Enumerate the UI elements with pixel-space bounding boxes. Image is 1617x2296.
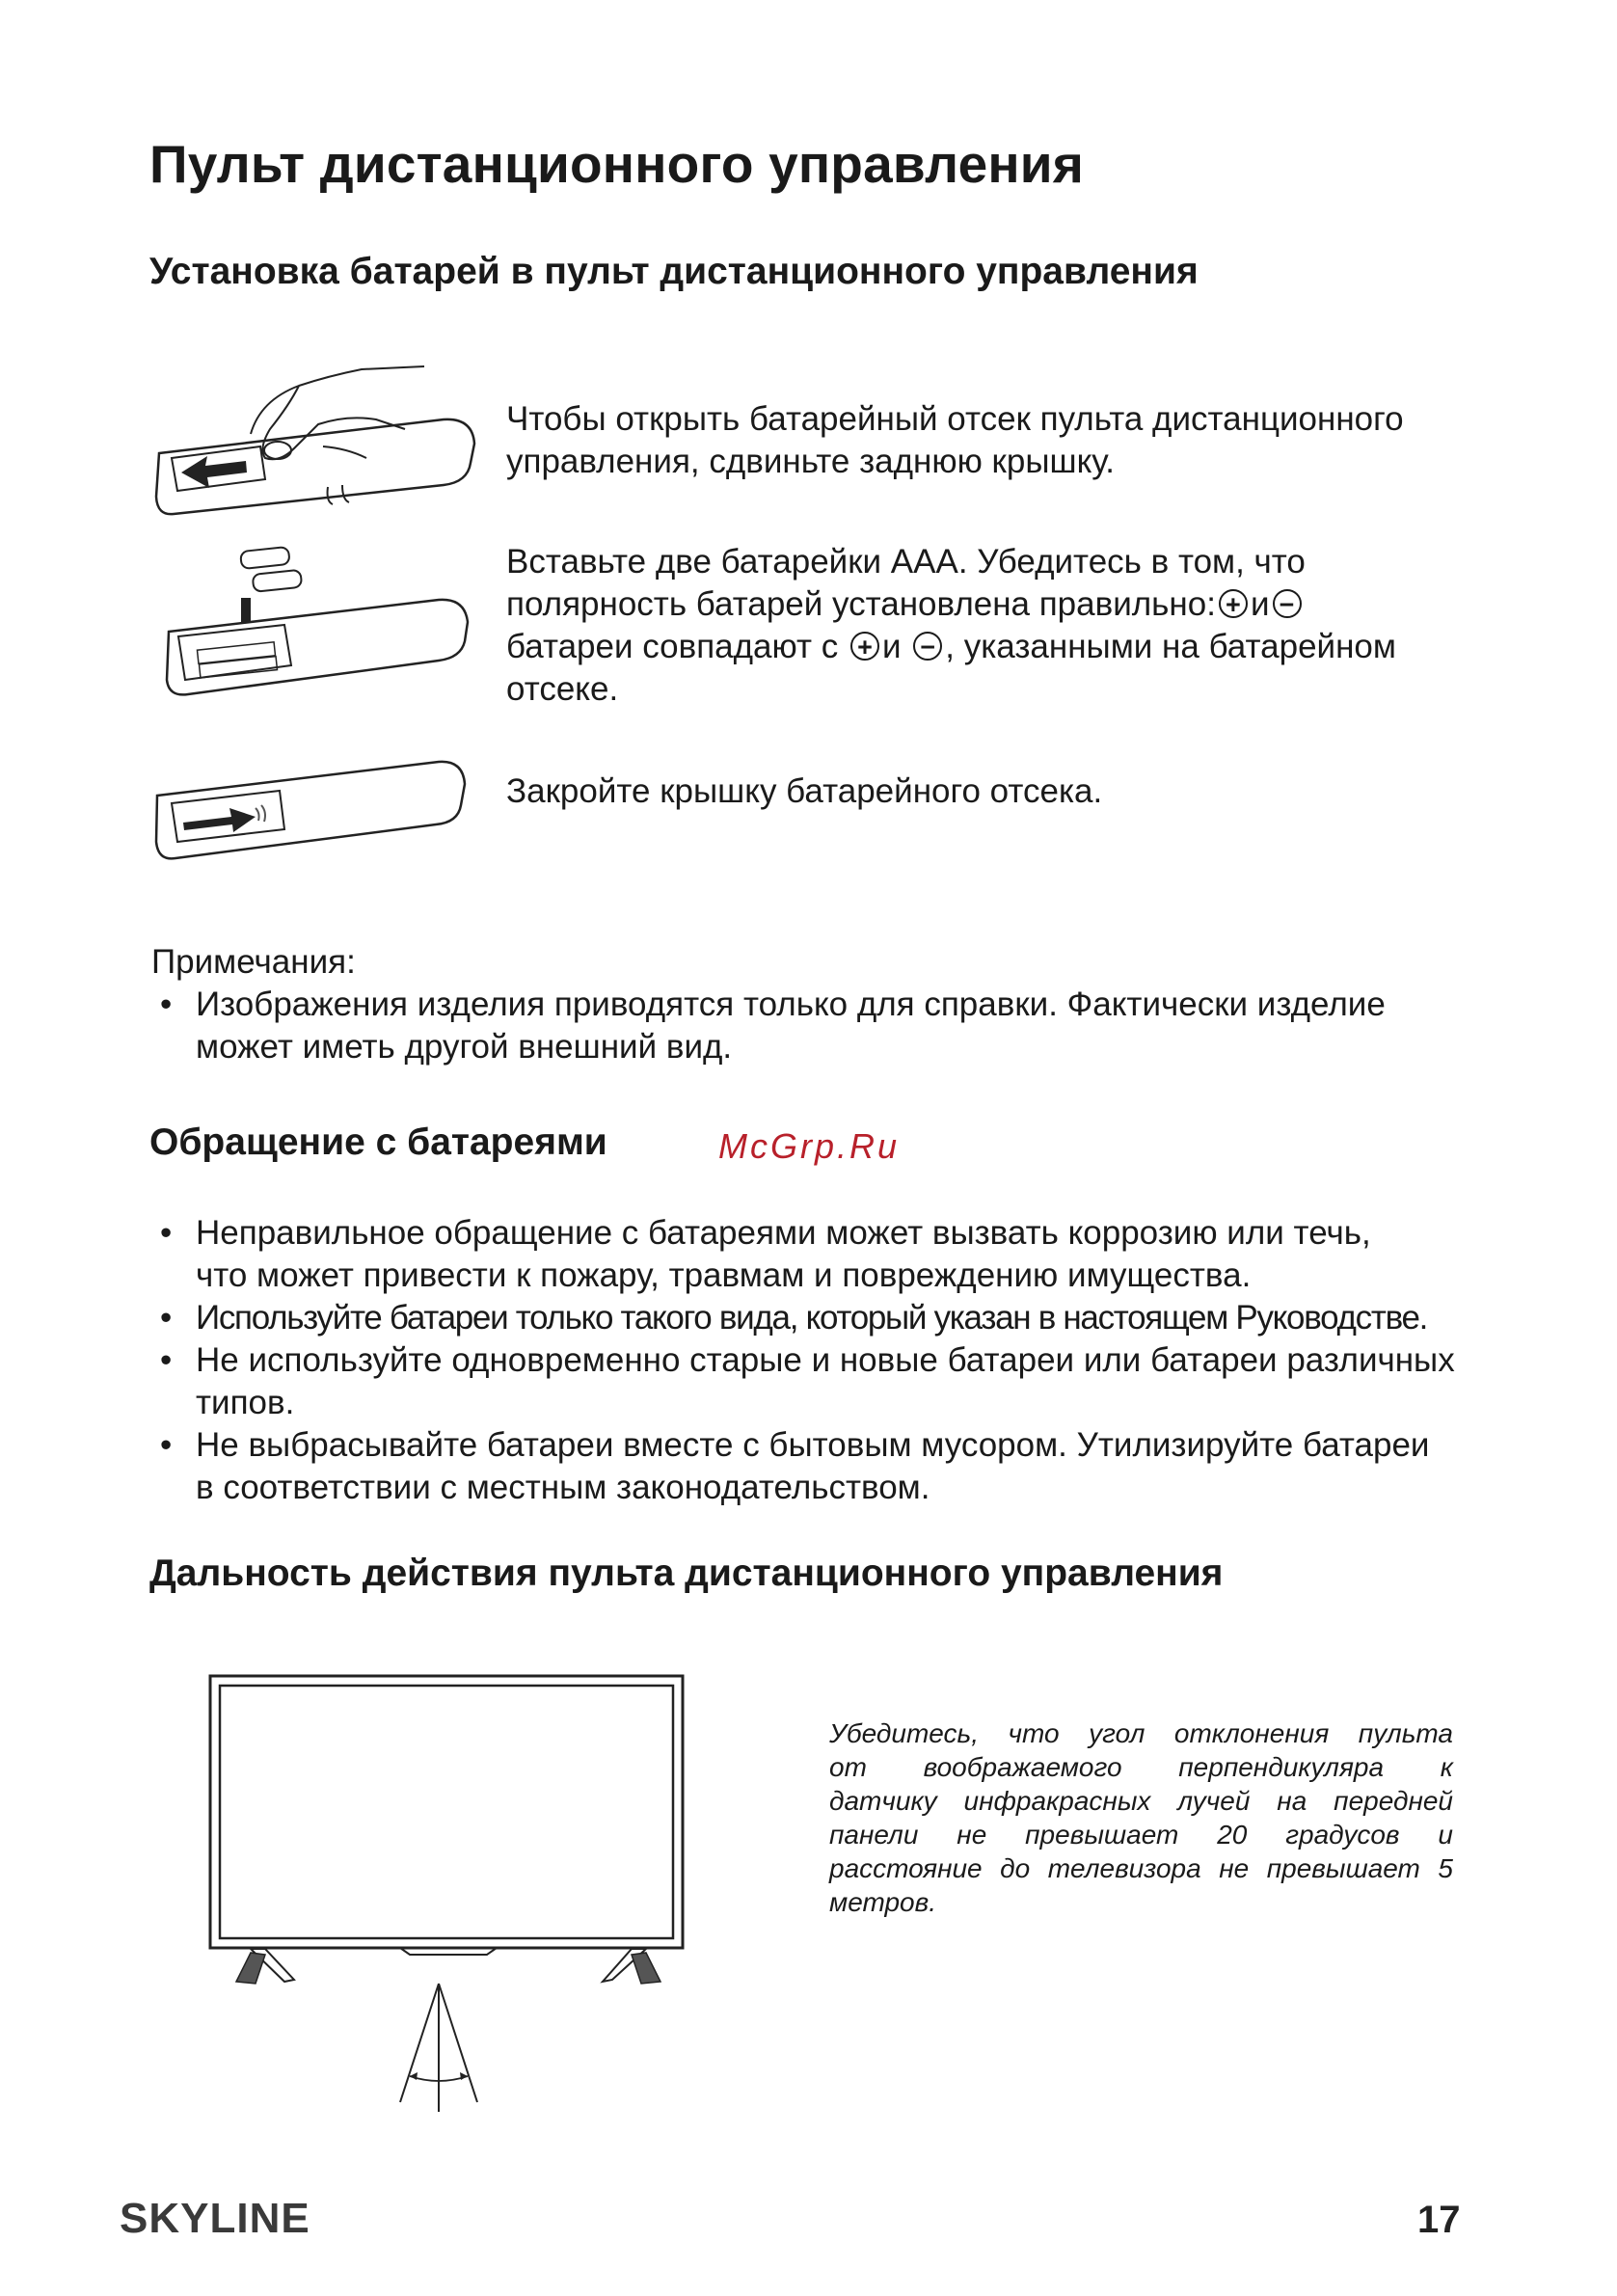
polarity-text: полярность батарей установлена правильно: (506, 585, 1216, 623)
section-heading-range: Дальность действия пульта дистанционного управления (149, 1553, 1224, 1594)
and-text: и (1250, 585, 1270, 623)
list-item-line: в соответствии с местным законодательством. (196, 1469, 930, 1506)
minus-icon: − (1273, 589, 1302, 618)
list-item (154, 1297, 1455, 1339)
plus-icon: + (1219, 589, 1248, 618)
list-item-line: • Используйте батареи только такого вида, который указан в настоящем Руководстве. (196, 1299, 1428, 1337)
minus-icon: − (913, 632, 942, 661)
install-step-3 (506, 770, 1102, 813)
list-item-line: • Не используйте одновременно старые и новые батареи или батареи различных (196, 1341, 1455, 1379)
notes-list (154, 984, 1386, 1068)
range-note-line: от воображаемого перпендикуляра к (829, 1752, 1453, 1782)
remote-close-cover-illustration (154, 757, 482, 873)
list-item-line: • Изображения изделия приводятся только для справки. Фактически изделие (196, 986, 1386, 1023)
range-note-line: Убедитесь, что угол отклонения пульта (829, 1718, 1453, 1748)
install-step-2-line (506, 626, 1396, 668)
install-step-2-line: Вставьте две батарейки ААА. Убедитесь в том, что (506, 543, 1306, 581)
brand-logo: SKYLINE (120, 2195, 310, 2242)
install-step-2 (506, 541, 1396, 711)
install-step-2-line: отсеке. (506, 670, 619, 708)
range-note-line: панели не превышает 20 градусов и (829, 1820, 1453, 1850)
install-step-3-line: Закройте крышку батарейного отсека. (506, 772, 1103, 810)
install-step-1-line: Чтобы открыть батарейный отсек пульта дистанционного (506, 400, 1404, 438)
section-heading-install: Установка батарей в пульт дистанционного управления (149, 251, 1199, 292)
range-note (829, 1716, 1453, 1919)
match-text: батареи совпадают с (506, 628, 839, 665)
watermark: McGrp.Ru (718, 1126, 901, 1166)
section-heading-handling: Обращение с батареями (149, 1121, 607, 1163)
list-item-line: • Неправильное обращение с батареями может вызвать коррозию или течь, (196, 1214, 1371, 1252)
handling-list (154, 1212, 1455, 1509)
remote-insert-batteries-illustration (164, 540, 482, 704)
and-text: и (881, 628, 902, 665)
marked-text: , указанными на батарейном (945, 628, 1396, 665)
range-note-line: расстояние до телевизора не превышает 5 (829, 1853, 1453, 1883)
install-step-2-line (506, 583, 1396, 626)
list-item-line: • Не выбрасывайте батареи вместе с бытовым мусором. Утилизируйте батареи (196, 1426, 1430, 1464)
list-item (154, 1339, 1455, 1424)
list-item (154, 984, 1386, 1068)
page-title: Пульт дистанционного управления (149, 134, 1085, 194)
remote-open-cover-illustration (154, 362, 482, 516)
list-item-line: типов. (196, 1384, 295, 1421)
notes-label (151, 941, 356, 984)
page-number: 17 (1417, 2199, 1461, 2241)
range-note-line: датчику инфракрасных лучей на передней (829, 1786, 1453, 1816)
list-item (154, 1424, 1455, 1509)
range-note-line: метров. (829, 1887, 937, 1917)
list-item-line: может иметь другой внешний вид. (196, 1028, 733, 1066)
tv-range-illustration (207, 1673, 689, 2117)
install-step-1 (506, 398, 1404, 483)
plus-icon: + (850, 632, 879, 661)
list-item (154, 1212, 1455, 1297)
install-step-1-line: управления, сдвиньте заднюю крышку. (506, 443, 1115, 480)
notes-label-text: Примечания: (151, 943, 356, 981)
list-item-line: что может привести к пожару, травмам и повреждению имущества. (196, 1256, 1252, 1294)
